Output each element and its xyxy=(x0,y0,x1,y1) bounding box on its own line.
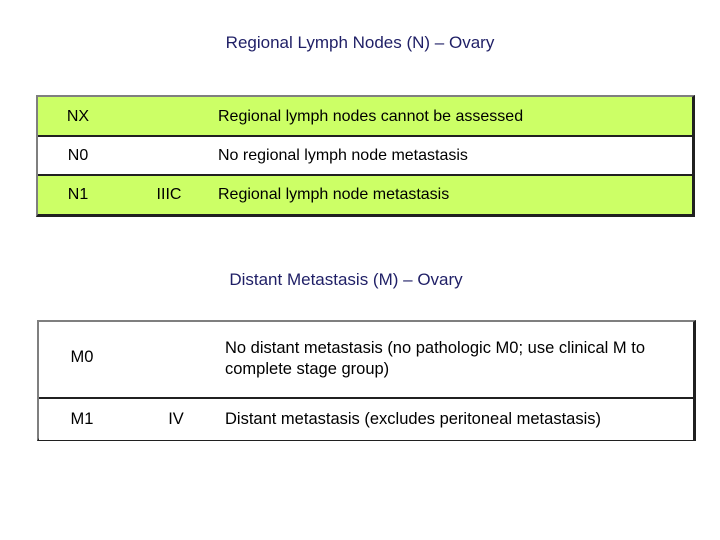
description-cell: Regional lymph node metastasis xyxy=(218,186,450,203)
stage-cell: IIIC xyxy=(156,186,182,203)
code-cell: M1 xyxy=(70,410,94,428)
table-row-m0 xyxy=(39,322,693,398)
lymph-node-table xyxy=(36,95,695,217)
code-cell: N1 xyxy=(67,186,89,203)
m-section-title: Distant Metastasis (M) – Ovary xyxy=(229,270,463,289)
distant-metastasis-table xyxy=(37,320,696,441)
table-row-nx xyxy=(38,97,692,137)
description-cell: Regional lymph nodes cannot be assessed xyxy=(218,108,524,125)
n-section-title: Regional Lymph Nodes (N) – Ovary xyxy=(225,33,495,52)
code-cell: M0 xyxy=(70,348,94,366)
description-cell: No regional lymph node metastasis xyxy=(218,147,468,164)
table-row-n1 xyxy=(38,174,692,214)
code-cell: N0 xyxy=(67,147,89,164)
stage-cell: IV xyxy=(168,410,184,428)
description-cell: Distant metastasis (excludes peritoneal metastasis) xyxy=(225,410,601,428)
table-row-m1 xyxy=(39,397,693,440)
code-cell: NX xyxy=(66,108,90,125)
description-cell: No distant metastasis (no pathologic M0; use clinical M to complete stage group) xyxy=(225,339,646,378)
table-row-n0 xyxy=(38,135,692,175)
